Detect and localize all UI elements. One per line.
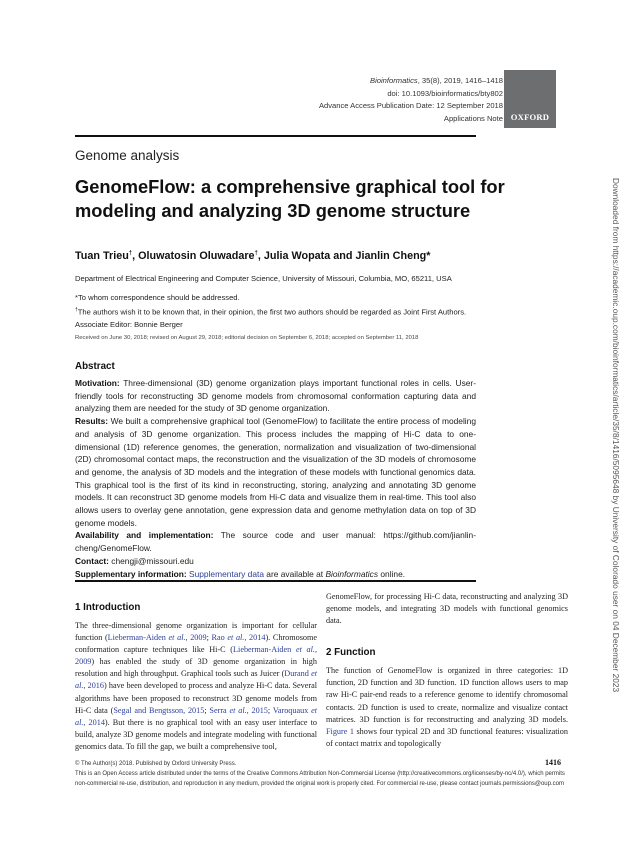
intro-text: ; (204, 705, 210, 715)
section-label: Genome analysis (75, 148, 180, 163)
supplementary-label: Supplementary information: (75, 568, 187, 579)
results-label: Results: (75, 416, 109, 427)
abstract-contact (75, 555, 476, 568)
cite-author: Lieberman-Aiden (107, 633, 169, 643)
author-mark: † (254, 250, 258, 257)
download-note: Downloaded from https://academic.oup.com/bioinformatics/article/35/8/1416/5095648 by University of Colorado user on 04 December 2023 (611, 178, 621, 693)
citation-link[interactable] (209, 706, 267, 715)
cite-year: , 2009 (75, 645, 317, 667)
contact-email[interactable]: chengji@missouri.edu (108, 555, 194, 566)
figure-1-link[interactable]: Figure 1 (326, 726, 354, 736)
cite-etal: et al. (295, 645, 315, 655)
cite-etal: et al. (168, 633, 186, 643)
download-watermark (609, 178, 621, 693)
citation-details: , 35(8), 2019, 1416–1418 (417, 76, 503, 85)
author: Oluwatosin Oluwadare (138, 250, 255, 262)
advance-access-date: Advance Access Publication Date: 12 September 2018 (318, 101, 503, 111)
abstract-results (75, 415, 476, 529)
author-notes (75, 292, 466, 331)
cite-author: Durand (284, 669, 312, 679)
author-list (75, 250, 430, 262)
function-paragraph (326, 665, 568, 750)
intro-text: ). But there is no graphical tool with an easy user interface to build, analyze 3D genome models and integrate modeling with functional genomics data. To fill the gap, we built a comprehensive tool, (75, 717, 317, 751)
abstract-supplementary (75, 568, 476, 581)
received-dates: Received on June 30, 2018; revised on August 29, 2018; editorial decision on September 6, 2018; accepted on September 11, 2018 (75, 335, 419, 341)
joint-mark: † (75, 307, 78, 313)
intro-text: ). Chromosome conformation capture techniques like Hi-C ( (75, 633, 317, 655)
journal-meta (319, 75, 503, 125)
results-text: We built a comprehensive graphical tool (GenomeFlow) to facilitate the entire process of modeling and analysis of 3D genome organization. This process includes the mapping of Hi-C data to one-dimensional (1D) reference genomes, the generation, normalization and visualization of two-dimensional (2D) chromosomal contact maps, the reconstruction and the visualization of the 3D models of chromosome and genome, the analysis of 3D models and the integration of these models with functional genomics data. This graphical tool is the first of its kind in reconstructing, storing, analyzing and annotating 3D genome models. It can reconstruct 3D genome models from Hi-C data and visualize them in real-time. This tool also allows users to overlay gene annotation, gene expression data and genome methylation data on top of 3D genome models. (75, 416, 476, 528)
author-separator: and (330, 250, 356, 262)
supplementary-data-link[interactable]: Supplementary data (189, 568, 264, 579)
abstract-motivation (75, 377, 476, 415)
citation-link[interactable] (108, 633, 207, 642)
author-separator: , (257, 250, 264, 262)
function-text: The function of GenomeFlow is organized in three categories: 1D function, 2D function and 3D function. 1D function allows users to map raw Hi-C pair-end reads to a reference genome to identify chromosomal contacts. 2D function is used to create, normalize and visualize contact matrices. 3D function is for reconstructing and analyzing 3D models. (326, 666, 568, 724)
cite-year: , 2009 (185, 633, 207, 643)
intro-text: ; (206, 633, 212, 643)
correspondence-note: *To whom correspondence should be addressed. (75, 293, 240, 302)
cite-author: Rao (211, 633, 228, 643)
function-heading: 2 Function (326, 647, 376, 659)
cite-author: Varoquaux (272, 705, 312, 715)
cite-year: , 2014 (83, 717, 105, 727)
intro-text: The three-dimensional genome organization is important for cellular function ( (75, 621, 317, 643)
cite-year: , 2015 (246, 705, 268, 715)
page-number: 1416 (545, 758, 561, 767)
introduction-paragraph (75, 620, 317, 753)
joint-note-text: The authors wish it to be known that, in their opinion, the first two authors should be regarded as Joint First Authors. (77, 307, 467, 317)
cite-year: , 2014 (244, 633, 266, 643)
associate-editor: Associate Editor: Bonnie Berger (75, 319, 183, 329)
cite-author: Serra (209, 705, 230, 715)
intro-text: ; (267, 705, 273, 715)
availability-label: Availability and implementation: (75, 530, 214, 541)
header-rule (75, 135, 476, 137)
supplementary-journal: Bioinformatics (325, 568, 379, 579)
citation-link[interactable] (212, 633, 266, 642)
copyright: © The Author(s) 2018. Published by Oxford University Press. (75, 761, 237, 767)
author-separator: , (132, 250, 139, 262)
contact-label: Contact: (75, 555, 109, 566)
function-text: shows four typical 2D and 3D functional features: visualization of contact matrix and topologically (326, 726, 568, 748)
author-mark: † (128, 250, 133, 257)
supplementary-text: are available at (263, 568, 326, 579)
cite-etal: et al. (227, 633, 245, 643)
supplementary-end: online. (378, 568, 406, 579)
abstract-heading: Abstract (75, 361, 115, 372)
intro-text: ) has enabled the study of 3D genome organization in high resolution and high throughput. Graphical tools such as Juicer ( (75, 657, 317, 679)
cite-etal: et al. (75, 705, 318, 727)
oxford-logo (504, 70, 556, 128)
cite-year: , 2016 (83, 681, 104, 691)
cite-etal: et al. (229, 705, 247, 715)
availability-text: The source code and user manual: https://github.com/jianlin-cheng/GenomeFlow. (75, 530, 476, 554)
abstract-availability (75, 529, 476, 554)
citation-link[interactable]: Segal and Bengtsson, 2015 (113, 705, 205, 715)
right-column (326, 591, 568, 750)
author-mark: * (426, 250, 431, 262)
introduction-heading: 1 Introduction (75, 602, 141, 613)
author: Jianlin Cheng (355, 250, 427, 262)
article-title: GenomeFlow: a comprehensive graphical tool for modeling and analyzing 3D genome structure (75, 176, 505, 221)
abstract-rule (75, 580, 476, 582)
citation-line (319, 75, 503, 88)
cite-etal: et al. (75, 669, 317, 691)
oxford-logo-text: OXFORD (510, 112, 550, 122)
abstract-body (75, 377, 476, 580)
joint-authors-note (75, 304, 466, 319)
doi: doi: 10.1093/bioinformatics/bty802 (387, 88, 503, 98)
motivation-text: Three-dimensional (3D) genome organization plays important functional roles in cells. User-friendly tools for reconstructing 3D genome models from chromosomal conformation capturing data and analyzing them are needed for the study of 3D genome organization. (75, 378, 476, 414)
article-type: Applications Note (443, 113, 503, 123)
license-text: This is an Open Access article distributed under the terms of the Creative Commons Attribution Non-Commercial License (http://creativecommons.org/licenses/by-nc/4.0/), which permits non-commercial re-use, distribution, and reproduction in any medium, provided the original work is properly cited. For commercial re-use, please contact journals.permissions@oup.com (75, 771, 565, 787)
affiliation: Department of Electrical Engineering and Computer Science, University of Missouri, Columbia, MO, 65211, USA (75, 274, 452, 283)
author: Tuan Trieu (75, 250, 129, 262)
introduction-continuation: GenomeFlow, for processing Hi-C data, reconstructing and analyzing 3D genome models, and integrating 3D models with functional genomics data. (326, 592, 568, 626)
footer (75, 759, 575, 789)
motivation-label: Motivation: (75, 378, 120, 388)
intro-text: ) have been developed to process and analyze Hi-C data. Several algorithms have been proposed to reconstruct 3D genome models from Hi-C data ( (75, 681, 317, 715)
left-column (75, 602, 317, 753)
author: Julia Wopata (263, 250, 331, 262)
cite-author: Lieberman-Aiden (233, 645, 296, 655)
journal-name: Bioinformatics (370, 76, 418, 85)
